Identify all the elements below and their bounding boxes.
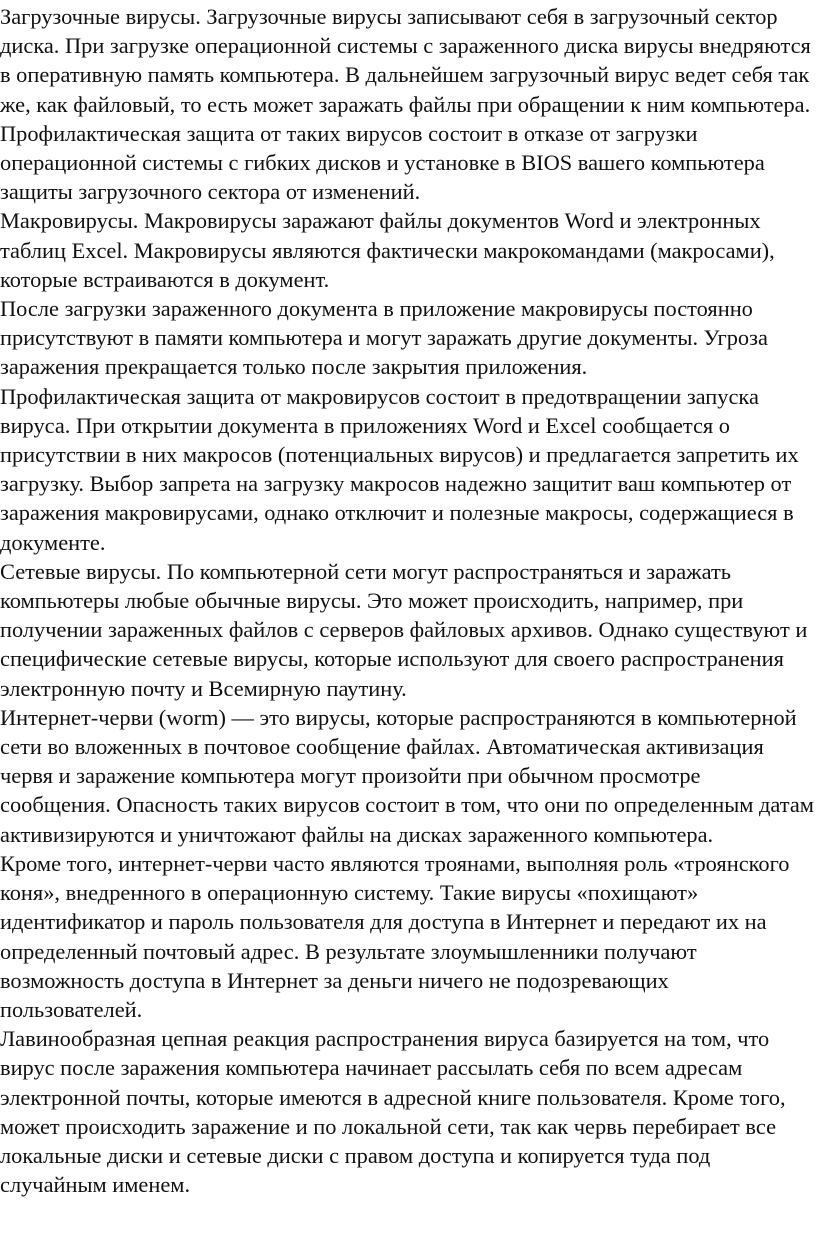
paragraph-macro-viruses: Макровирусы. Макровирусы заражают файлы документов Word и электронных таблиц Excel. Макровирусы являются фактически макрокомандами (макросами), которые встраиваются в документ. [0,208,775,292]
paragraph-boot-viruses: Загрузочные вирусы. Загрузочные вирусы записывают себя в загрузочный сектор диска. При загрузке операционной системы с зараженного диска вирусы внедряются в оперативную память компьютера. В дальнейшем загрузочный вирус ведет себя так же, как файловый, то есть может заражать файлы при обращении к ним компьютера. [0,4,811,117]
paragraph-boot-virus-protection: Профилактическая защита от таких вирусов состоит в отказе от загрузки операционной системы с гибких дисков и установке в BIOS вашего компьютера защиты загрузочного сектора от изменений. [0,120,765,205]
paragraph-macro-virus-protection: Профилактическая защита от макровирусов состоит в предотвращении запуска вируса. При открытии документа в приложениях Word и Excel сообщается о присутствии в них макросов (потенциальных вирусов) и предлагается запретить их загрузку. Выбор запрета на загрузку макросов надежно защитит ваш компьютер от заражения макровирусами, однако отключит и полезные макросы, содержащиеся в документе. [0,383,799,555]
paragraph-internet-worms: Интернет-черви (worm) — это вирусы, которые распространяются в компьютерной сети во вложенных в почтовое сообщение файлах. Автоматическая активизация червя и заражение компьютера могут произойти при обычном просмотре сообщения. Опасность таких вирусов состоит в том, что они по определенным датам активизируются и уничтожают файлы на дисках зараженного компьютера. [0,704,814,847]
paragraph-chain-reaction: Лавинообразная цепная реакция распространения вируса базируется на том, что вирус после заражения компьютера начинает рассылать себя по всем адресам электронной почты, которые имеются в адресной книге пользователя. Кроме того, может происходить заражение и по локальной сети, так как червь перебирает все локальные диски и сетевые диски с правом доступа и копируется туда под случайным именем. [0,1026,786,1198]
paragraph-network-viruses: Сетевые вирусы. По компьютерной сети могут распространяться и заражать компьютеры любые обычные вирусы. Это может происходить, например, при получении зараженных файлов с серверов файловых архивов. Однако существуют и специфические сетевые вирусы, которые используют для своего распространения электронную почту и Всемирную паутину. [0,558,808,701]
paragraph-worm-trojans: Кроме того, интернет-черви часто являются троянами, выполняя роль «троянского коня», внедренного в операционную систему. Такие вирусы «похищают» идентификатор и пароль пользователя для доступа в Интернет и передают их на определенный почтовый адрес. В результате злоумышленники получают возможность доступа в Интернет за деньги ничего не подозревающих пользователей. [0,850,790,1022]
paragraph-macro-virus-memory: После загрузки зараженного документа в приложение макровирусы постоянно присутствуют в памяти компьютера и могут заражать другие документы. Угроза заражения прекращается только после закрытия приложения. [0,296,768,380]
